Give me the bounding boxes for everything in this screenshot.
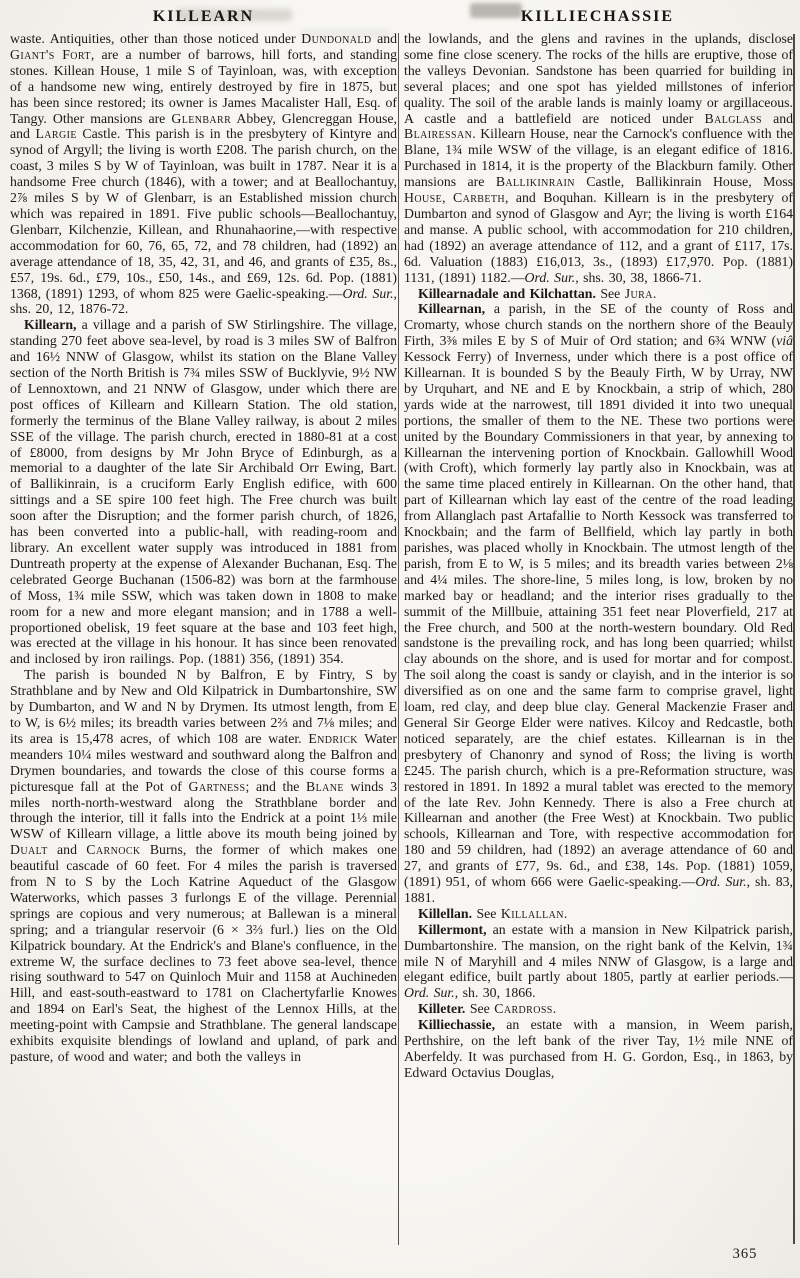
text-run: waste. Antiquities, other than those noticed under <box>10 31 302 46</box>
text-run: . <box>652 285 657 301</box>
text-paragraph <box>404 31 793 286</box>
text-run: Ord. Sur. <box>342 285 394 301</box>
text-column-right <box>404 31 793 1081</box>
text-run: and <box>47 842 87 858</box>
text-run: , sh. 30, 1866. <box>454 985 536 1001</box>
text-run: Largie <box>35 126 77 142</box>
text-run: Blairessan <box>404 126 473 142</box>
text-run: Castle. This parish is in the presbytery of Kintyre and synod of Argyll; the living is worth £208. The parish church, on the coast, 3 miles S by W of Tayinloan, was built in 1787. Near it is a handsome Free church (1846), with a tower; and at Beallochantuy, 2⅞ miles S by W of Glenbarr, is an Established mission church which was repaired in 1891. Five public schools—Beallochantuy, Glenbarr, Kilchenzie, Killean, and Rhunahaorine,—with respective accommodation for 60, 76, 65, 72, and 78 children, had (1892) an average attendance of 18, 35, 42, 31, and 46, and grants of £35, 8s., £57, 19s. 6d., £79, 10s., £50, 14s., and £69, 12s. 6d. Pop. (1881) 1368, (1891) 1293, of whom 825 were Gaelic-speaking.— <box>10 126 397 301</box>
text-paragraph <box>404 1017 793 1081</box>
text-run: a parish, in the SE of the county of Ross and Cromarty, whose church stands on the northern shore of the Beauly Firth, 3⅜ miles E by S of Muir of Ord station; and 6¾ WNW ( <box>404 301 793 349</box>
text-run: Ballikinrain <box>495 174 575 190</box>
text-run: Burns, the former of which makes one beautiful cascade of 60 feet. For 4 miles the parish is traversed from N to S by the Loch Katrine Aqueduct of the Glasgow Waterworks, which passes 3 furlongs E of the village. Perennial springs are copious and very numerous; at Ballewan is a mineral spring; and a triangular reservoir (6 × 3⅔ furl.) lies on the Old Kilpatrick boundary. At the Endrick's and Blane's confluence, in the extreme W, the surface declines to 73 feet above sea-level, thence rising southward to 547 on Quinloch Muir and 1158 at Auchineden Hill, and east-south-eastward to 1781 on Clachertyfarlie Knowes and 1894 on Earl's Seat, the highest of the Lennox Hills, at the meeting-point with Campsie and Strathblane. The general landscape exhibits exquisite blendings of lowland and upland, of park and pasture, of wood and water; and both the valleys in <box>10 842 397 1064</box>
text-run: Blane <box>306 778 344 794</box>
text-run: Gartness <box>188 778 246 794</box>
text-run: See <box>472 905 501 921</box>
text-run: the lowlands, and the glens and ravines in the uplands, disclose some fine close scenery. The rocks of the hills are eruptive, those of the valleys Devonian. Sandstone has been quarried for building in several places; and one spot has yielded millstones of inferior quality. The soil of the arable lands is mainly loamy or argillaceous. A castle and a battlefield are noticed under <box>404 31 793 126</box>
text-run: Carbeth <box>452 190 505 206</box>
text-run: and <box>371 31 397 46</box>
text-run: Ord. Sur. <box>404 985 455 1001</box>
text-run: . <box>563 905 568 921</box>
text-run: winds 3 miles north-north-westward along the Strathblane border and through the interior, till it falls into the Endrick at a point 1⅓ mile WSW of Killearn village, a little above its mouth being joined by <box>10 778 397 842</box>
text-run: Cardross <box>494 1001 553 1017</box>
text-run: and <box>761 110 793 126</box>
text-run: The parish is bounded N by Balfron, E by Fintry, S by Strathblane and by New and Old Kilpatrick in Dumbartonshire, SW by Dumbarton, and W and N by Drymen. Its utmost length, from E to W, is 6½ miles; its breadth varies between 2⅔ and 7⅛ miles; and its area is 15,478 acres, of which 108 are water. <box>10 667 397 746</box>
text-run: Ord. Sur. <box>695 874 747 890</box>
running-head-right: KILLIECHASSIE <box>520 8 675 25</box>
text-run: Glenbarr <box>171 110 232 126</box>
text-run: an estate with a mansion in New Kilpatrick parish, Dumbartonshire. The mansion, on the right bank of the Kelvin, 1¾ mile N of Maryhill and 4 miles NNW of Glasgow, is a large and elegant edifice, built partly about 1805, partly at earlier periods.— <box>404 921 793 985</box>
text-paragraph <box>10 667 397 1065</box>
page-number: 365 <box>732 1246 758 1262</box>
text-run: Killellan. <box>418 905 473 921</box>
text-paragraph <box>404 922 793 1002</box>
page-gutter-line <box>793 34 795 1244</box>
text-run: House <box>404 190 443 206</box>
text-paragraph <box>404 906 793 922</box>
text-paragraph <box>404 301 793 905</box>
text-paragraph <box>10 31 397 317</box>
text-paragraph <box>404 286 793 302</box>
text-paragraph <box>10 317 397 667</box>
text-run: Dualt <box>10 842 48 858</box>
text-run: an estate with a mansion, in Weem parish, Perthshire, on the left bank of the river Tay, 1½ mile NNE of Aberfeldy. It was purchased from H. G. Gordon, Esq., in 1863, by Edward Octavius Douglas, <box>404 1017 793 1080</box>
text-column-left <box>10 31 397 1065</box>
text-run: Abbey, Glencreggan House, and <box>10 110 398 142</box>
text-run: , shs. 20, 12, 1876-72. <box>10 285 397 317</box>
text-run: Water meanders 10¼ miles westward and southward along the Balfron and Drymen boundaries, and towards the close of this course forms a picturesque fall at the Pot of <box>10 730 397 794</box>
running-head-left: KILLEARN <box>152 8 255 25</box>
text-run: Carnock <box>86 842 141 858</box>
text-run: Killearnan, <box>418 301 486 317</box>
text-run: , sh. 83, 1881. <box>404 874 793 905</box>
text-run: Giant's Fort <box>10 46 91 62</box>
text-run: . Killearn House, near the Carnock's confluence with the Blane, 1¾ mile WSW of the village, is an elegant edifice of 1816. Purchased in 1814, it is the property of the Blackburn family. Other mansions are <box>404 126 793 190</box>
text-run: See <box>595 285 625 301</box>
text-run: a village and a parish of SW Stirlingshire. The village, standing 270 feet above sea-level, by road is 3 miles SW of Balfron and 16½ NNW of Glasgow, whilst its station on the Blane Valley section of the North British is 7¾ miles SSW of Bucklyvie, 9½ NW of Lennoxtown, and 21 NNW of Glasgow, under which there are post offices of Killearn and Killearn Station. The old station, formerly the terminus of the Blane Valley railway, is about 2 miles SSE of the village. The parish church, erected in 1880-81 at a cost of £8000, from designs by Mr John Bryce of Edinburgh, as a memorial to a daughter of the late Sir Archibald Orr Ewing, Bart. of Ballikinrain, is a cruciform Early English edifice, with 600 sittings and a SE spire 100 feet high. The Free church was built soon after the Disruption; and the former parish church, of 1826, has been converted into a public-hall, with reading-room and library. An excellent water supply was introduced in 1881 from Duntreath property at the expense of Alexander Buchanan, Esq. The celebrated George Buchanan (1506-82) was born at the farmhouse of Moss, 1¾ mile SSW, which was taken down in 1808 to make room for a new and more elegant mansion; and in 1788 a well-proportioned obelisk, 19 feet square at the base and 103 feet high, was erected at the village in his honour. It has since been renovated and inclosed by iron railings. Pop. (1881) 356, (1891) 354. <box>10 317 397 667</box>
text-run: Killearnadale and Kilchattan. <box>418 285 596 301</box>
text-run: Balglass <box>704 110 762 126</box>
text-run: Castle, Ballikinrain House, Moss <box>574 174 793 190</box>
text-run: Endrick <box>308 730 358 746</box>
text-run: Killiechassie, <box>418 1017 496 1033</box>
text-run: viâ <box>776 333 793 349</box>
text-run: . <box>552 1001 557 1017</box>
text-run: Kessock Ferry) of Inverness, under which there is a post office of Killearnan. It is bounded S by the Beauly Firth, W by Urray, NW by Urquhart, and NE and E by Knockbain, a strip of which, 280 yards wide at the narrowest, till 1891 divided it into two unequal portions, the smaller of them to the NE. These two portions were united by the Boundary Commissioners in that year, by annexing to Killearnan the intervening portion of Knockbain. Gallowhill Wood (with Croft), which formerly lay partly also in Knockbain, was at the same time placed entirely in Killearnan. On the other hand, that part of Killearnan which lay east of the centre of the road leading from Allanglach past Artafallie to North Kessock was transferred to Knockbain; and the farm of Bellfield, which lay partly in both parishes, was placed wholly in Knockbain. The utmost length of the parish, from E to W, is 5 miles; and its breadth varies between 2⅛ and 4¼ miles. The shore-line, 5 miles long, is low, broken by no marked bay or headland; and the interior rises gradually to the summit of the Millbuie, attaining 351 feet near Ploverfield, 217 at the Free church, and 500 at the north-western boundary. Old Red sandstone is the prevailing rock, and has long been quarried; whilst clay abounds on the shore, and is used for mortar and for compost. The soil along the coast is sandy or clayish, and in the interior is so diversified as on one and the same farm to comprise gravel, light loam, red clay, and deep blue clay. General Mackenzie Fraser and General Sir George Elder were natives. Kilcoy and Redcastle, both noticed separately, are the chief estates. Killearnan is in the presbytery of Chanonry and synod of Ross; the living is worth £245. The parish church, which is a pre-Reformation structure, was restored in 1891. In 1892 a mural tablet was erected to the memory of the late Rev. John Kennedy. There is also a Free church at Killearnan and another (the Free West) at Knockbain. Two public schools, Killearnan and Tore, with respective accommodation for 180 and 59 children, had (1892) an average attendance of 60 and 27, and grants of £77, 9s. 6d., and £38, 14s. Pop. (1881) 1059, (1891) 951, of whom 666 were Gaelic-speaking.— <box>404 349 793 890</box>
text-run: , <box>442 190 453 206</box>
text-run: Killeter. <box>418 1001 466 1017</box>
text-run: See <box>465 1001 495 1017</box>
text-run: Dundonald <box>301 31 372 46</box>
column-divider-rule <box>398 33 399 1245</box>
text-run: , are a number of barrows, hill forts, and standing stones. Killean House, 1 mile S of Tayinloan, was, with exception of a handsome new wing, entirely destroyed by fire in 1875, but has been since restored; its owner is James Macalister Hall, Esq. of Tangy. Other mansions are <box>10 46 397 126</box>
text-run: Killearn, <box>24 317 77 333</box>
text-run: Jura <box>624 285 653 301</box>
text-run: , shs. 30, 38, 1866-71. <box>575 269 702 285</box>
text-paragraph <box>404 1001 793 1017</box>
text-run: ; and the <box>245 778 306 794</box>
text-run: Killermont, <box>418 921 487 937</box>
text-run: , and Boquhan. Killearn is in the presbytery of Dumbarton and synod of Glasgow and Ayr; the living is worth £164 and manse. A public school, with accommodation for 210 children, had (1892) an average attendance of 112, and a grant of £117, 17s. 6d. Valuation (1883) £16,013, 3s., (1893) £17,970. Pop. (1881) 1131, (1891) 1182.— <box>404 190 793 285</box>
text-run: Ord. Sur. <box>524 269 576 285</box>
text-run: Killallan <box>500 905 564 921</box>
